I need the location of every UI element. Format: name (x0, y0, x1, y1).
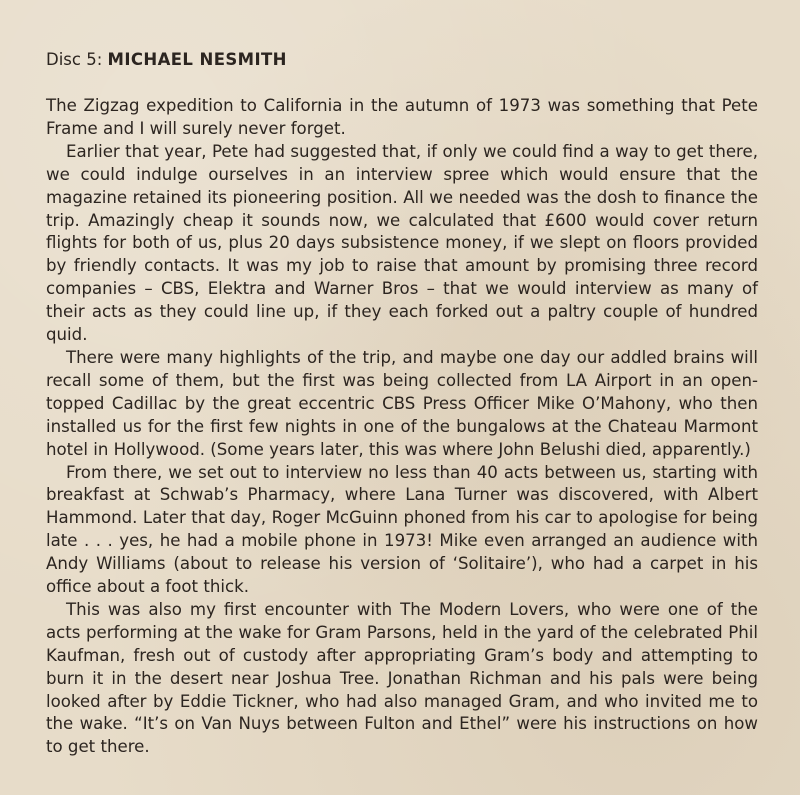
article-body (46, 95, 758, 759)
paragraph-5: This was also my first encounter with The Modern Lovers, who were one of the acts performing at the wake for Gram Parsons, held in the yard of the celebrated Phil Kaufman, fresh out of custody after appropriating Gram’s body and attempting to burn it in the desert near Joshua Tree. Jonathan Richman and his pals were being looked after by Eddie Tickner, who had also managed Gram, and who invited me to the wake. “It’s on Van Nuys between Fulton and Ethel” were his instructions on how to get there. (46, 599, 758, 757)
paragraph-4: From there, we set out to interview no less than 40 acts between us, starting with breakfast at Schwab’s Pharmacy, where Lana Turner was discovered, with Albert Hammond. Later that day, Roger McGuinn phoned from his car to apologise for being late . . . yes, he had a mobile phone in 1973! Mike even arranged an audience with Andy Williams (about to release his version of ‘Solitaire’), who had a carpet in his office about a foot thick. (46, 462, 758, 597)
paragraph-2: Earlier that year, Pete had suggested that, if only we could find a way to get there, we could indulge ourselves in an interview spree which would ensure that the magazine retained its pioneering position. All we needed was the dosh to finance the trip. Amazingly cheap it sounds now, we calculated that £600 would cover return flights for both of us, plus 20 days subsistence money, if we slept on floors provided by friendly contacts. It was my job to raise that amount by promising three record companies – CBS, Elektra and Warner Bros – that we would interview as many of their acts as they could line up, if they each forked out a paltry couple of hundred quid. (46, 141, 758, 345)
paragraph-3: There were many highlights of the trip, and maybe one day our addled brains will recall some of them, but the first was being collected from LA Airport in an open-topped Cadillac by the great eccentric CBS Press Officer Mike O’Mahony, who then installed us for the first few nights in one of the bungalows at the Chateau Marmont hotel in Hollywood. (Some years later, this was where John Belushi died, apparently.) (46, 347, 758, 459)
paragraph-1: The Zigzag expedition to California in the autumn of 1973 was something that Pete Frame and I will surely never forget. (46, 96, 758, 138)
artist-name: MICHAEL NESMITH (107, 50, 287, 69)
page-heading (46, 50, 287, 69)
disc-label: Disc 5: (46, 50, 108, 69)
